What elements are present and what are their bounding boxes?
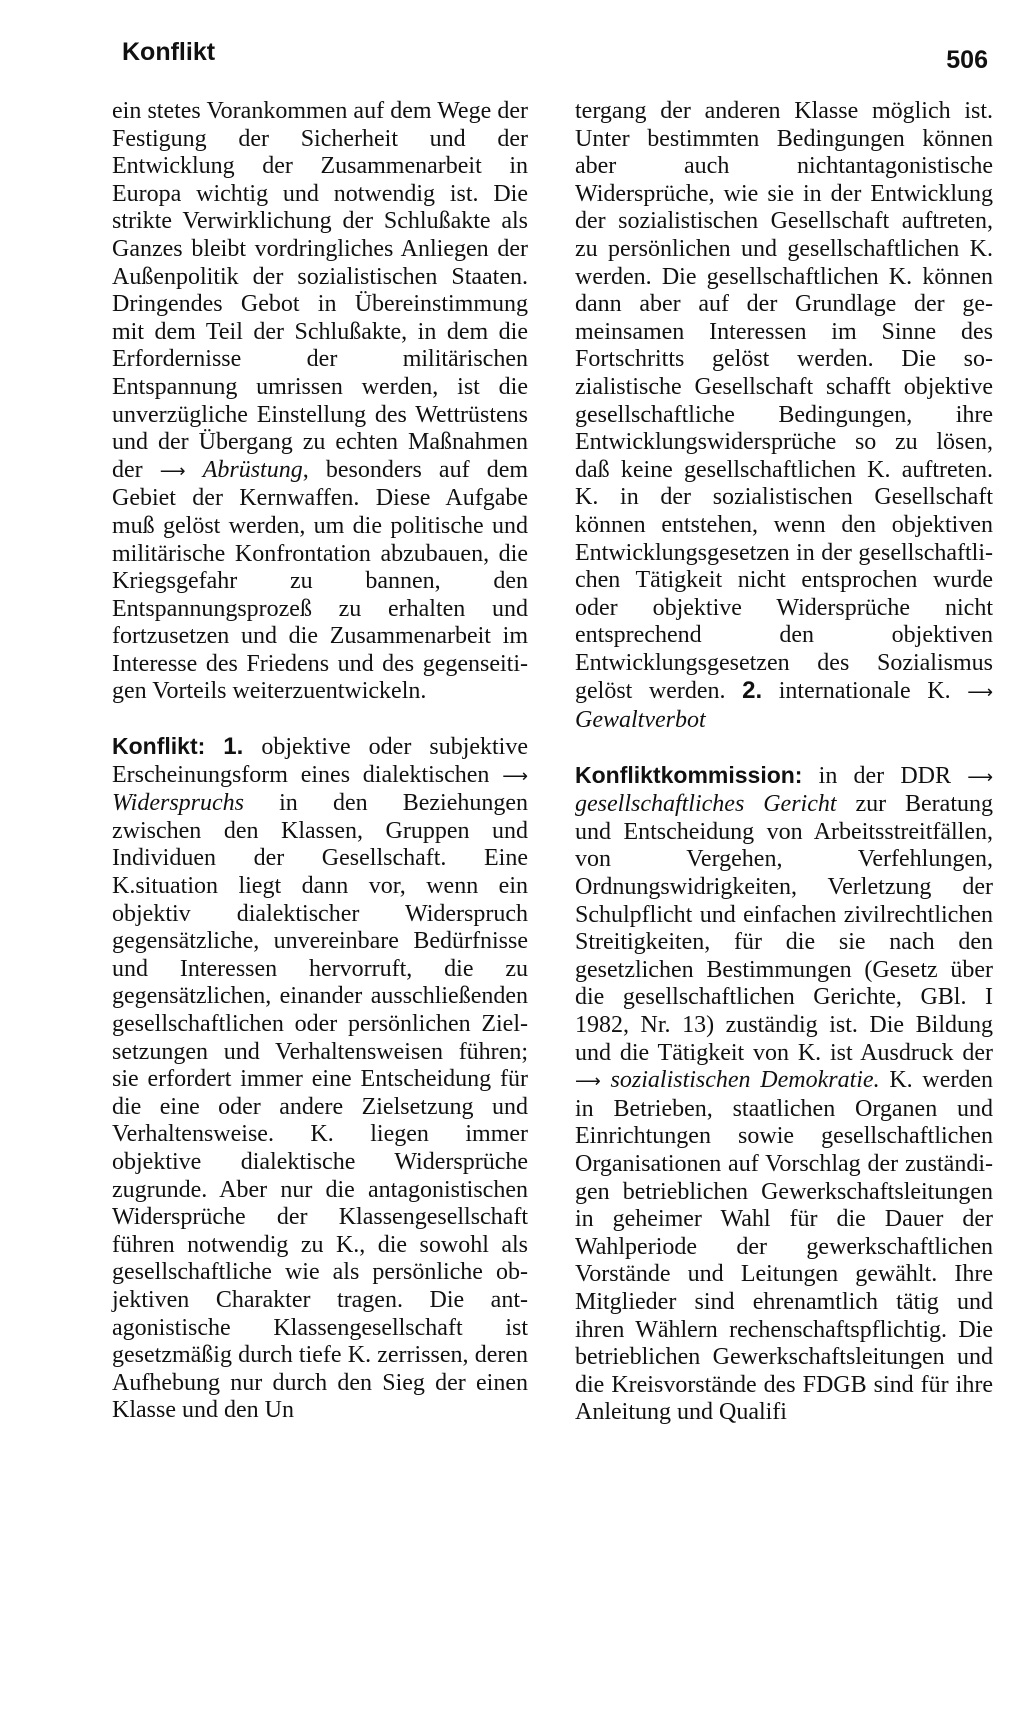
entry-konfliktkommission: [575, 762, 993, 1427]
sense-number: 2.: [742, 677, 763, 705]
sense-number: 1.: [223, 733, 244, 761]
cross-reference-link[interactable]: Abrüstung: [202, 456, 303, 483]
cross-reference-arrow-icon: ⟶: [967, 682, 994, 704]
entry-lemma: Konfliktkommission:: [575, 761, 803, 788]
body-text: ein stetes Vorankommen auf dem Wege der Festigung der Sicherheit und der Entwicklung der Zusammenarbeit in Europa wichtig und notwendig ist. Die strikte Verwirklichung der Schlußakte als Ganzes bleibt vordringliches Anliegen der Außenpolitik der sozialistischen Staaten. Dringendes Gebot in Übereinstimmung mit dem Teil der Schlußakte, in dem die Erfordernisse der militärischen Entspannung umrissen werden, ist die unverzügliche Einstellung des Wettrüstens und der Übergang zu echten Maßnahmen der: [112, 98, 528, 483]
cross-reference-arrow-icon: ⟶: [502, 765, 528, 787]
body-text: in den Beziehungen zwischen den Klassen, Gruppen und Individuen der Gesellschaft. Eine K.situation liegt dann vor, wenn ein objektiv dialektischer Widerspruch gegensätzliche, unvereinbare Bedürfnisse und Interessen hervorruft, die zu gegensätzlichen, einander ausschließenden gesellschaftlichen oder persönlichen Zielsetzungen und Verhaltensweisen führen; sie erfordert immer eine Entscheidung für die eine oder andere Zielsetzung und Verhaltensweise. K. liegen immer objektive dialektische Widersprüche zugrunde. Aber nur die antagonistischen Widersprüche der Klassengesellschaft führen notwendig zu K., die sowohl als gesellschaftliche wie als persönliche objektiven Charakter tragen. Die antagonistische Klassengesellschaft ist gesetzmäßig durch tiefe K. zerrissen, deren Aufhebung nur durch den Sieg der einen Klasse und den Un: [112, 790, 529, 1424]
body-text: in der DDR: [818, 762, 952, 789]
cross-reference-link[interactable]: Widerspruchs: [112, 790, 244, 817]
header-title: Konflikt: [122, 38, 216, 66]
entry-konflikt: [112, 733, 528, 1425]
body-text: K. werden in Betrieben, staatlichen Organen und Einrichtungen sowie gesellschaftlichen Organisationen auf Vorschlag der zuständigen betrieblichen Gewerkschaftsleitungen in geheimer Wahl für die Dauer der Wahlperiode der gewerkschaftlichen Vorstände und Leitungen gewählt. Ihre Mitglieder sind ehrenamtlich tätig und ihren Wählern rechenschaftspflichtig. Die betrieblichen Gewerkschaftsleitungen und die Kreisvorstände des FDGB sind für ihre Anleitung und Qualifi: [575, 1067, 993, 1426]
body-text: internationale K.: [778, 678, 951, 705]
cross-reference-arrow-icon: ⟶: [967, 766, 994, 788]
running-header: [0, 0, 1024, 80]
cross-reference-link[interactable]: gesellschaftliches Gericht: [575, 791, 837, 818]
cross-reference-arrow-icon: ⟶: [159, 460, 186, 482]
entry-konflikt-continuation: [575, 98, 993, 735]
entry-lemma: Konflikt:: [112, 733, 206, 760]
cross-reference-arrow-icon: ⟶: [575, 1071, 601, 1093]
cross-reference-link[interactable]: sozialistischen Demokratie.: [610, 1067, 880, 1094]
page-number: 506: [946, 46, 988, 74]
entry-continuation: [112, 98, 528, 706]
body-text: tergang der anderen Klasse möglich ist. Unter bestimmten Bedingungen können aber auch nichtantagonistische Widersprüche, wie sie in der Entwicklung der sozialistischen Gesellschaft auftreten, zu persönlichen und gesellschaftlichen K. werden. Die gesellschaftlichen K. können dann aber auf der Grundlage der gemeinsamen Interessen im Sinne des Fortschritts gelöst werden. Die sozialistische Gesellschaft schafft objektive gesellschaftliche Bedingungen, ihre Entwicklungswidersprüche so zu lösen, daß keine gesellschaftlichen K. auftreten. K. in der sozialistischen Gesellschaft können entstehen, wenn den objektiven Entwicklungsgesetzen in der gesellschaftlichen Tätigkeit nicht entsprochen wurde oder objektive Widersprüche nicht entsprechend den objektiven Entwicklungsgesetzen des Sozialismus gelöst werden.: [575, 98, 993, 705]
body-text: , besonders auf dem Gebiet der Kernwaffen. Diese Aufgabe muß gelöst werden, um die politische und militärische Konfrontation abzubauen, die Kriegsgefahr zu bannen, den Entspannungsprozeß zu erhalten und fortzusetzen und die Zusammenarbeit im Interesse des Friedens und des gegenseitigen Vorteils weiterzuentwickeln.: [112, 456, 529, 705]
right-column: [575, 98, 993, 1427]
left-column: [112, 98, 528, 1425]
cross-reference-link[interactable]: Gewaltverbot: [575, 707, 706, 734]
body-text: zur Beratung und Entscheidung von Arbeitsstreitfällen, von Vergehen, Verfehlungen, Ordnungswidrigkeiten, Verletzung der Schulpflicht und einfachen zivilrechtlichen Streitigkeiten, für die sie nach den gesetzlichen Bestimmungen (Gesetz über die gesellschaftlichen Gerichte, GBl. I 1982, Nr. 13) zuständig ist. Die Bildung und die Tätigkeit von K. ist Ausdruck der: [575, 791, 993, 1066]
body-text: objektive oder subjektive Erscheinungsform eines dialektischen: [112, 734, 528, 788]
